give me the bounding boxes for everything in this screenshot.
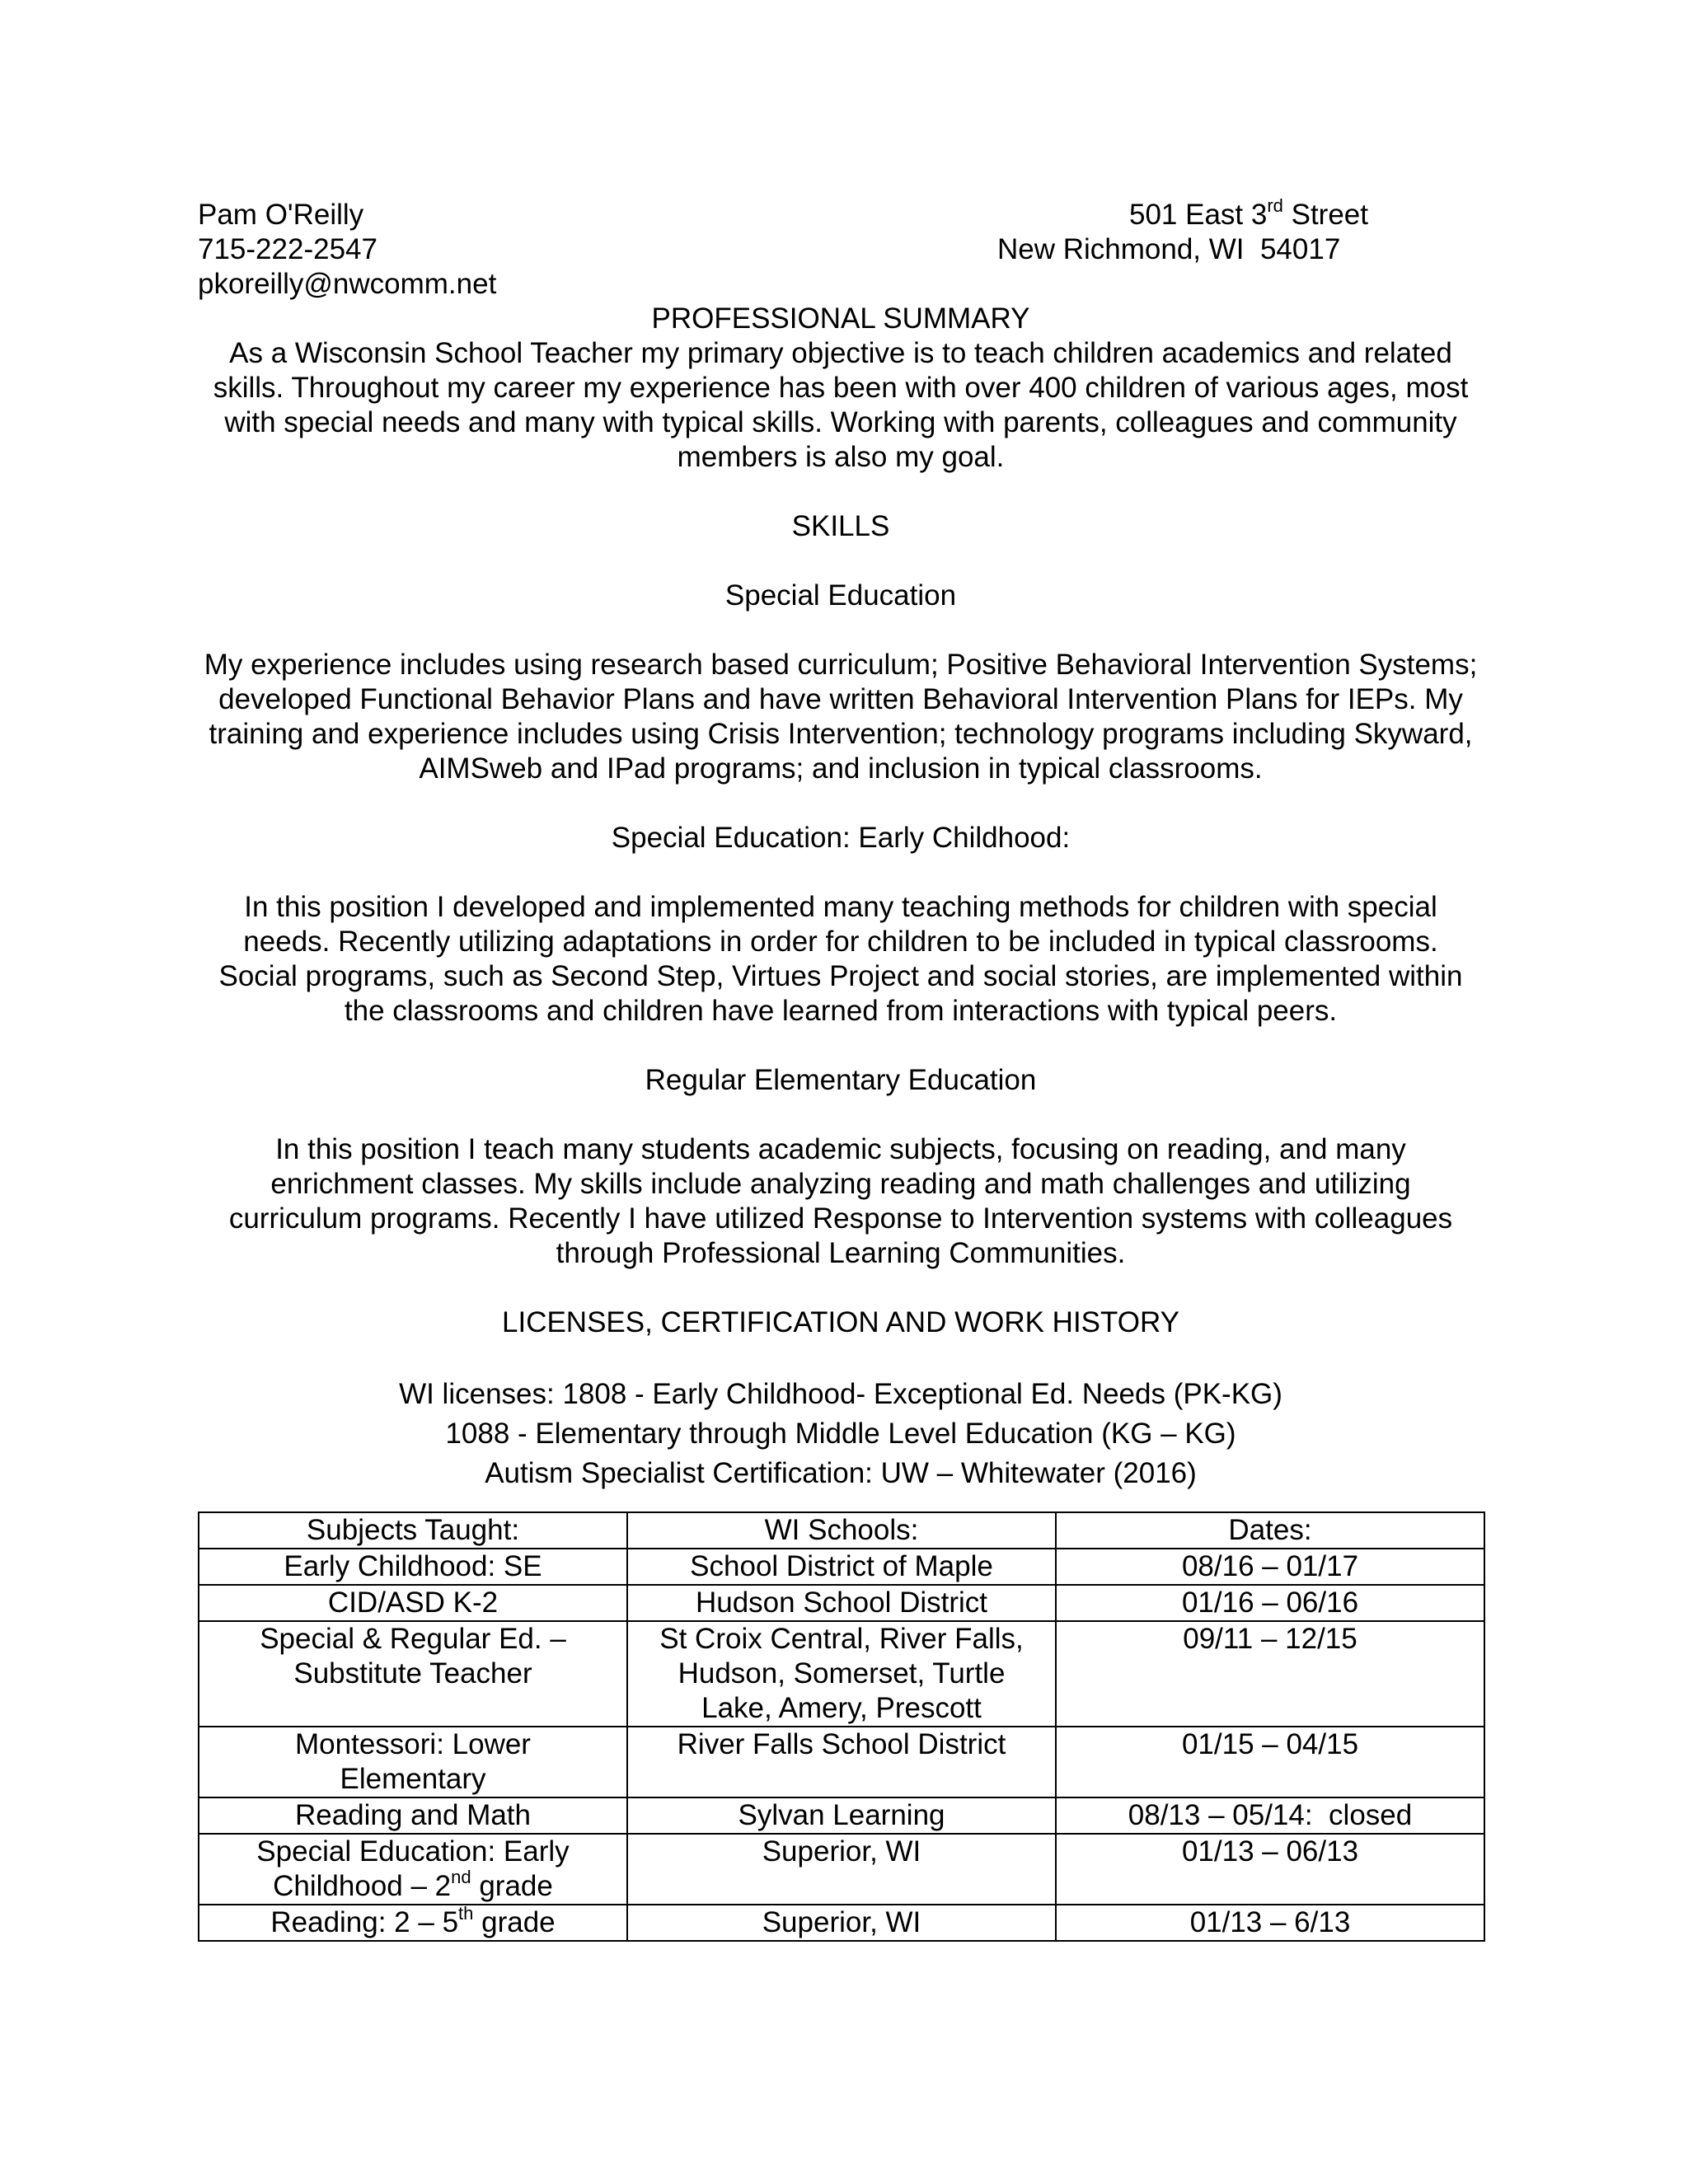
contact-left — [198, 198, 496, 302]
contact-phone: 715-222-2547 — [198, 233, 377, 265]
regular-elementary-heading: Regular Elementary Education — [645, 1064, 1037, 1096]
table-row — [199, 1797, 1484, 1834]
special-ed-heading: Special Education — [724, 579, 957, 612]
license-line: 1088 - Elementary through Middle Level Education (KG – KG) — [445, 1418, 1236, 1450]
cell-school: Superior, WI — [627, 1834, 1056, 1905]
table-row — [199, 1621, 1484, 1727]
subject-text: Reading: 2 – 5 — [270, 1906, 459, 1938]
cell-dates: 08/13 – 05/14: closed — [1056, 1797, 1484, 1834]
address-city: New Richmond, WI 54017 — [997, 233, 1341, 265]
cell-dates: 01/13 – 06/13 — [1056, 1834, 1484, 1905]
work-history-table — [198, 1511, 1485, 1942]
table-row — [199, 1549, 1484, 1585]
subject-text: Special Education: Early Childhood – 2 — [256, 1835, 570, 1902]
header-schools: WI Schools: — [627, 1512, 1056, 1549]
cell-subject — [199, 1834, 627, 1905]
contact-email: pkoreilly@nwcomm.net — [198, 268, 497, 300]
cell-dates: 09/11 – 12/15 — [1056, 1621, 1484, 1727]
cell-school: River Falls School District — [627, 1727, 1056, 1797]
certification-line: Autism Specialist Certification: UW – Whitewater (2016) — [485, 1457, 1197, 1489]
subject-text-tail: grade — [473, 1906, 556, 1938]
summary-text: As a Wisconsin School Teacher my primary objective is to teach children academics and related skills. Throughout my career my experience has been with over 400 children of various ages, most with special needs and many with typical skills. Working with parents, colleagues and community members is also my goal. — [213, 337, 1469, 473]
street-name: Street — [1282, 199, 1368, 231]
subject-ordinal: nd — [451, 1867, 471, 1888]
cell-dates: 01/13 – 6/13 — [1056, 1905, 1484, 1941]
table-row — [199, 1834, 1484, 1905]
contact-name: Pam O'Reilly — [198, 199, 364, 231]
summary-heading: PROFESSIONAL SUMMARY — [651, 302, 1030, 335]
header-dates: Dates: — [1056, 1512, 1484, 1549]
licenses-heading: LICENSES, CERTIFICATION AND WORK HISTORY — [502, 1306, 1179, 1338]
skills-heading: SKILLS — [791, 510, 890, 542]
cell-school: Hudson School District — [627, 1585, 1056, 1621]
table-row — [199, 1905, 1484, 1941]
cell-subject: CID/ASD K-2 — [199, 1585, 627, 1621]
cell-subject: Early Childhood: SE — [199, 1549, 627, 1585]
special-ed-text: My experience includes using research based curriculum; Positive Behavioral Intervention Systems; developed Functional Behavior Plans and have written Behavioral Intervention Plans for IEPs. My training and experience includes using Crisis Intervention; technology programs including Skyward, AIMSweb and IPad programs; and inclusion in typical classrooms. — [204, 649, 1478, 785]
cell-school: Superior, WI — [627, 1905, 1056, 1941]
subject-text-tail: grade — [471, 1870, 553, 1902]
table-row — [199, 1585, 1484, 1621]
street-ordinal: rd — [1267, 195, 1283, 217]
address-street — [997, 195, 1368, 232]
cell-dates: 01/15 – 04/15 — [1056, 1727, 1484, 1797]
cell-school: Sylvan Learning — [627, 1797, 1056, 1834]
cell-subject: Montessori: Lower Elementary — [199, 1727, 627, 1797]
contact-block — [198, 195, 1484, 302]
subject-ordinal: th — [458, 1903, 474, 1924]
early-childhood-text: In this position I developed and implemented many teaching methods for children with special needs. Recently utilizing adaptations in order for children to be included in typical classrooms. Social programs, such as Second Step, Virtues Project and social stories, are implemented within the classrooms and children have learned from interactions with typical peers. — [218, 891, 1463, 1027]
cell-subject: Reading and Math — [199, 1797, 627, 1834]
license-line: WI licenses: 1808 - Early Childhood- Exceptional Ed. Needs (PK-KG) — [399, 1378, 1282, 1410]
street-number: 501 East 3 — [1128, 199, 1268, 231]
cell-school: St Croix Central, River Falls, Hudson, Somerset, Turtle Lake, Amery, Prescott — [627, 1621, 1056, 1727]
cell-school: School District of Maple — [627, 1549, 1056, 1585]
table-row — [199, 1727, 1484, 1797]
cell-dates: 08/16 – 01/17 — [1056, 1549, 1484, 1585]
regular-elementary-text: In this position I teach many students academic subjects, focusing on reading, and many enrichment classes. My skills include analyzing reading and math challenges and utilizing curriculum programs. Recently I have utilized Response to Intervention systems with colleagues through Professional Learning Communities. — [228, 1133, 1453, 1269]
cell-subject: Special & Regular Ed. – Substitute Teacher — [199, 1621, 627, 1727]
header-subjects: Subjects Taught: — [199, 1512, 627, 1549]
cell-subject — [199, 1905, 627, 1941]
contact-address — [997, 195, 1368, 267]
early-childhood-heading: Special Education: Early Childhood: — [611, 822, 1071, 854]
cell-dates: 01/16 – 06/16 — [1056, 1585, 1484, 1621]
table-header-row — [199, 1512, 1484, 1549]
resume-page — [198, 195, 1484, 1942]
